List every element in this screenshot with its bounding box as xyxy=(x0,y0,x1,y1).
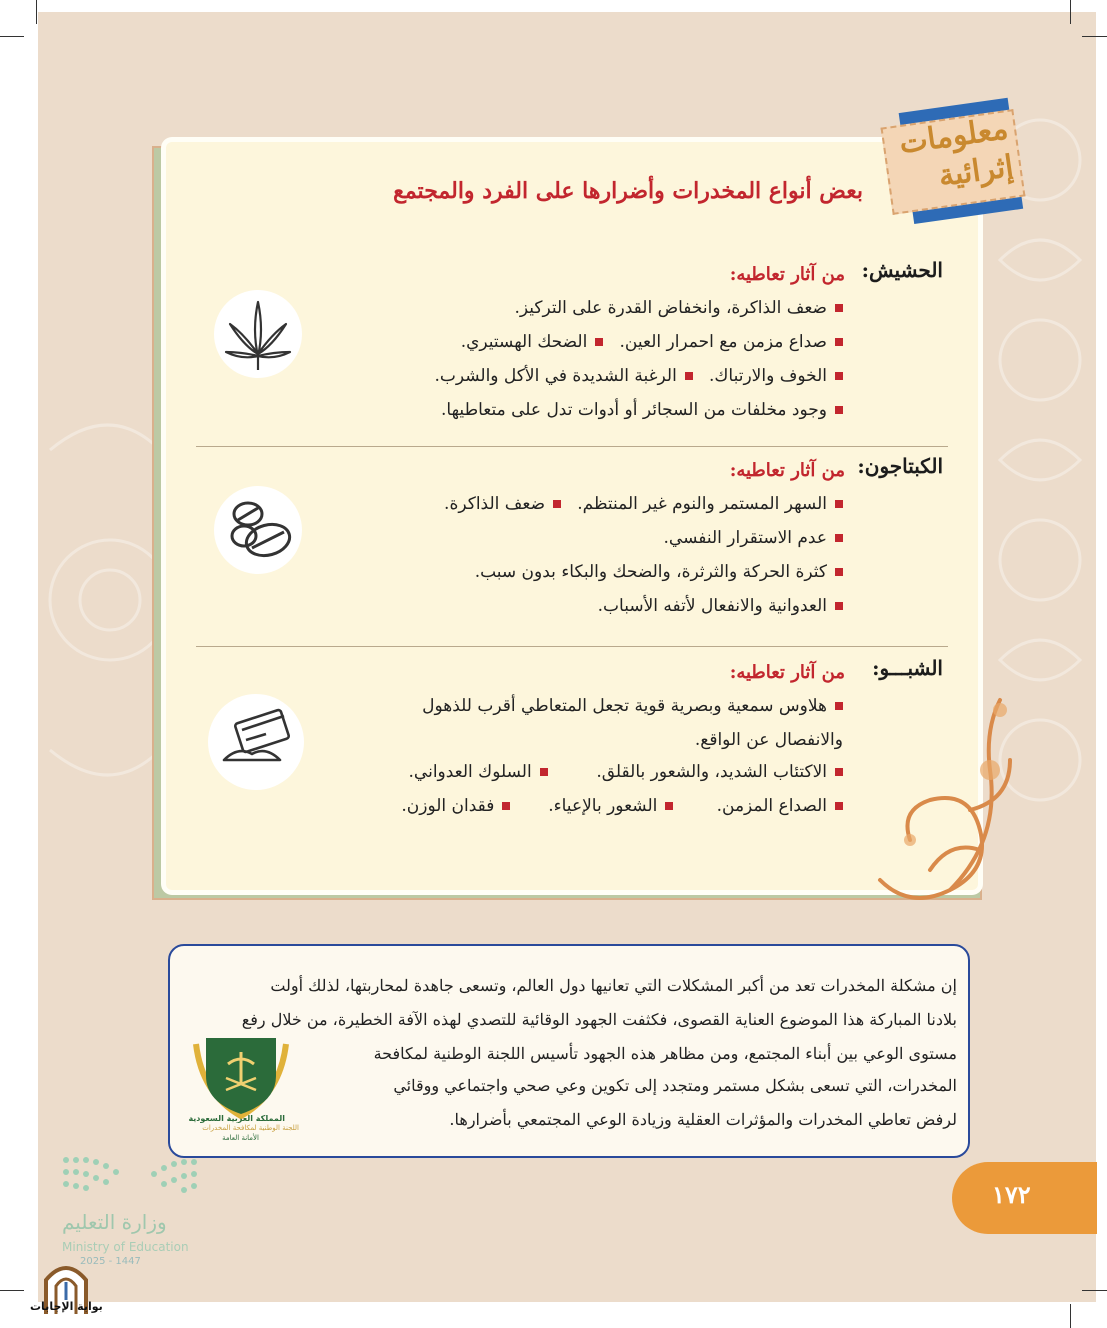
ministry-year: 2025 - 1447 xyxy=(80,1256,141,1267)
paragraph-line: مستوى الوعي بين أبناء المجتمع، ومن مظاهر هذه الجهود تأسيس اللجنة الوطنية لمكافحة xyxy=(373,1044,957,1063)
paragraph-line: إن مشكلة المخدرات تعد من أكبر المشكلات التي تعانيها دول العالم، وتسعى جاهدة لمحاربتها، لذلك أولت xyxy=(270,976,957,995)
floral-ornament-icon xyxy=(850,680,1020,920)
ministry-name-arabic: وزارة التعليم xyxy=(62,1210,167,1234)
effect-line: ضعف الذاكرة، وانخفاض القدرة على التركيز. xyxy=(514,298,843,318)
section-name-captagon: الكبتاجون: xyxy=(857,454,943,478)
crop-mark xyxy=(0,36,24,37)
pills-icon xyxy=(214,486,302,574)
effect-line: صداع مزمن مع احمرار العين. الضحك الهستيري. xyxy=(461,332,843,352)
page-title: بعض أنواع المخدرات وأضرارها على الفرد والمجتمع xyxy=(393,178,863,204)
badge-line1: معلومات xyxy=(897,111,1011,162)
emblem-line2: اللجنة الوطنية لمكافحة المخدرات xyxy=(202,1124,299,1132)
crop-mark xyxy=(1070,1304,1071,1328)
cannabis-leaf-icon xyxy=(214,290,302,378)
effect-line: الاكتئاب الشديد، والشعور بالقلق. السلوك العدواني. xyxy=(409,762,843,782)
section-subtitle: من آثار تعاطيه: xyxy=(729,264,845,285)
badge-line2: إثرائية xyxy=(936,148,1016,194)
section-divider xyxy=(196,646,948,647)
effect-line: السهر المستمر والنوم غير المنتظم. ضعف الذاكرة. xyxy=(444,494,843,514)
crop-mark xyxy=(1082,1290,1107,1291)
ministry-name-english: Ministry of Education xyxy=(62,1240,189,1254)
effect-line: العدوانية والانفعال لأتفه الأسباب. xyxy=(598,596,843,616)
effect-line: الخوف والارتباك. الرغبة الشديدة في الأكل والشرب. xyxy=(434,366,843,386)
page-number: ١٧٢ xyxy=(992,1180,1031,1209)
effect-line: وجود مخلفات من السجائر أو أدوات تدل على متعاطيها. xyxy=(441,400,843,420)
watermark-label: بوابة الإجابات xyxy=(30,1300,103,1313)
paragraph-line: بلادنا المباركة هذا الموضوع العناية القصوى، فكثفت الجهود الوقائية للتصدي لهذه الآفة الخطيرة، من خلال رفع xyxy=(241,1010,957,1029)
section-name-hashish: الحشيش: xyxy=(861,258,943,282)
section-name-shabu: الشبـــو: xyxy=(872,656,943,680)
effect-line: هلاوس سمعية وبصرية قوية تجعل المتعاطي أقرب للذهول xyxy=(422,696,843,716)
page-number-tab xyxy=(952,1162,1097,1234)
section-subtitle: من آثار تعاطيه: xyxy=(729,460,845,481)
emblem-line1: المملكة العربية السعودية xyxy=(188,1114,285,1123)
crop-mark xyxy=(36,0,37,24)
powder-card-icon xyxy=(208,694,304,790)
ministry-logo-icon xyxy=(60,1150,220,1210)
effect-line: الصداع المزمن. الشعور بالإعياء. فقدان الوزن. xyxy=(401,796,843,816)
emblem-line3: الأمانة العامة xyxy=(222,1134,259,1142)
paragraph-line: لرفض تعاطي المخدرات والمؤثرات العقلية وزيادة الوعي المجتمعي بأضرارها. xyxy=(449,1110,957,1129)
effect-line: والانفصال عن الواقع. xyxy=(694,730,843,750)
section-divider xyxy=(196,446,948,447)
crop-mark xyxy=(0,1290,24,1291)
paragraph-line: المخدرات، التي تسعى بشكل مستمر ومتجدد إلى تكوين وعي صحي واجتماعي ووقائي xyxy=(393,1076,957,1095)
section-subtitle: من آثار تعاطيه: xyxy=(729,662,845,683)
effect-line: عدم الاستقرار النفسي. xyxy=(664,528,843,548)
enrichment-badge xyxy=(872,90,1034,233)
left-pattern-icon xyxy=(40,300,160,900)
crop-mark xyxy=(1082,36,1107,37)
effect-line: كثرة الحركة والثرثرة، والضحك والبكاء بدون سبب. xyxy=(475,562,843,582)
crop-mark xyxy=(1070,0,1071,24)
